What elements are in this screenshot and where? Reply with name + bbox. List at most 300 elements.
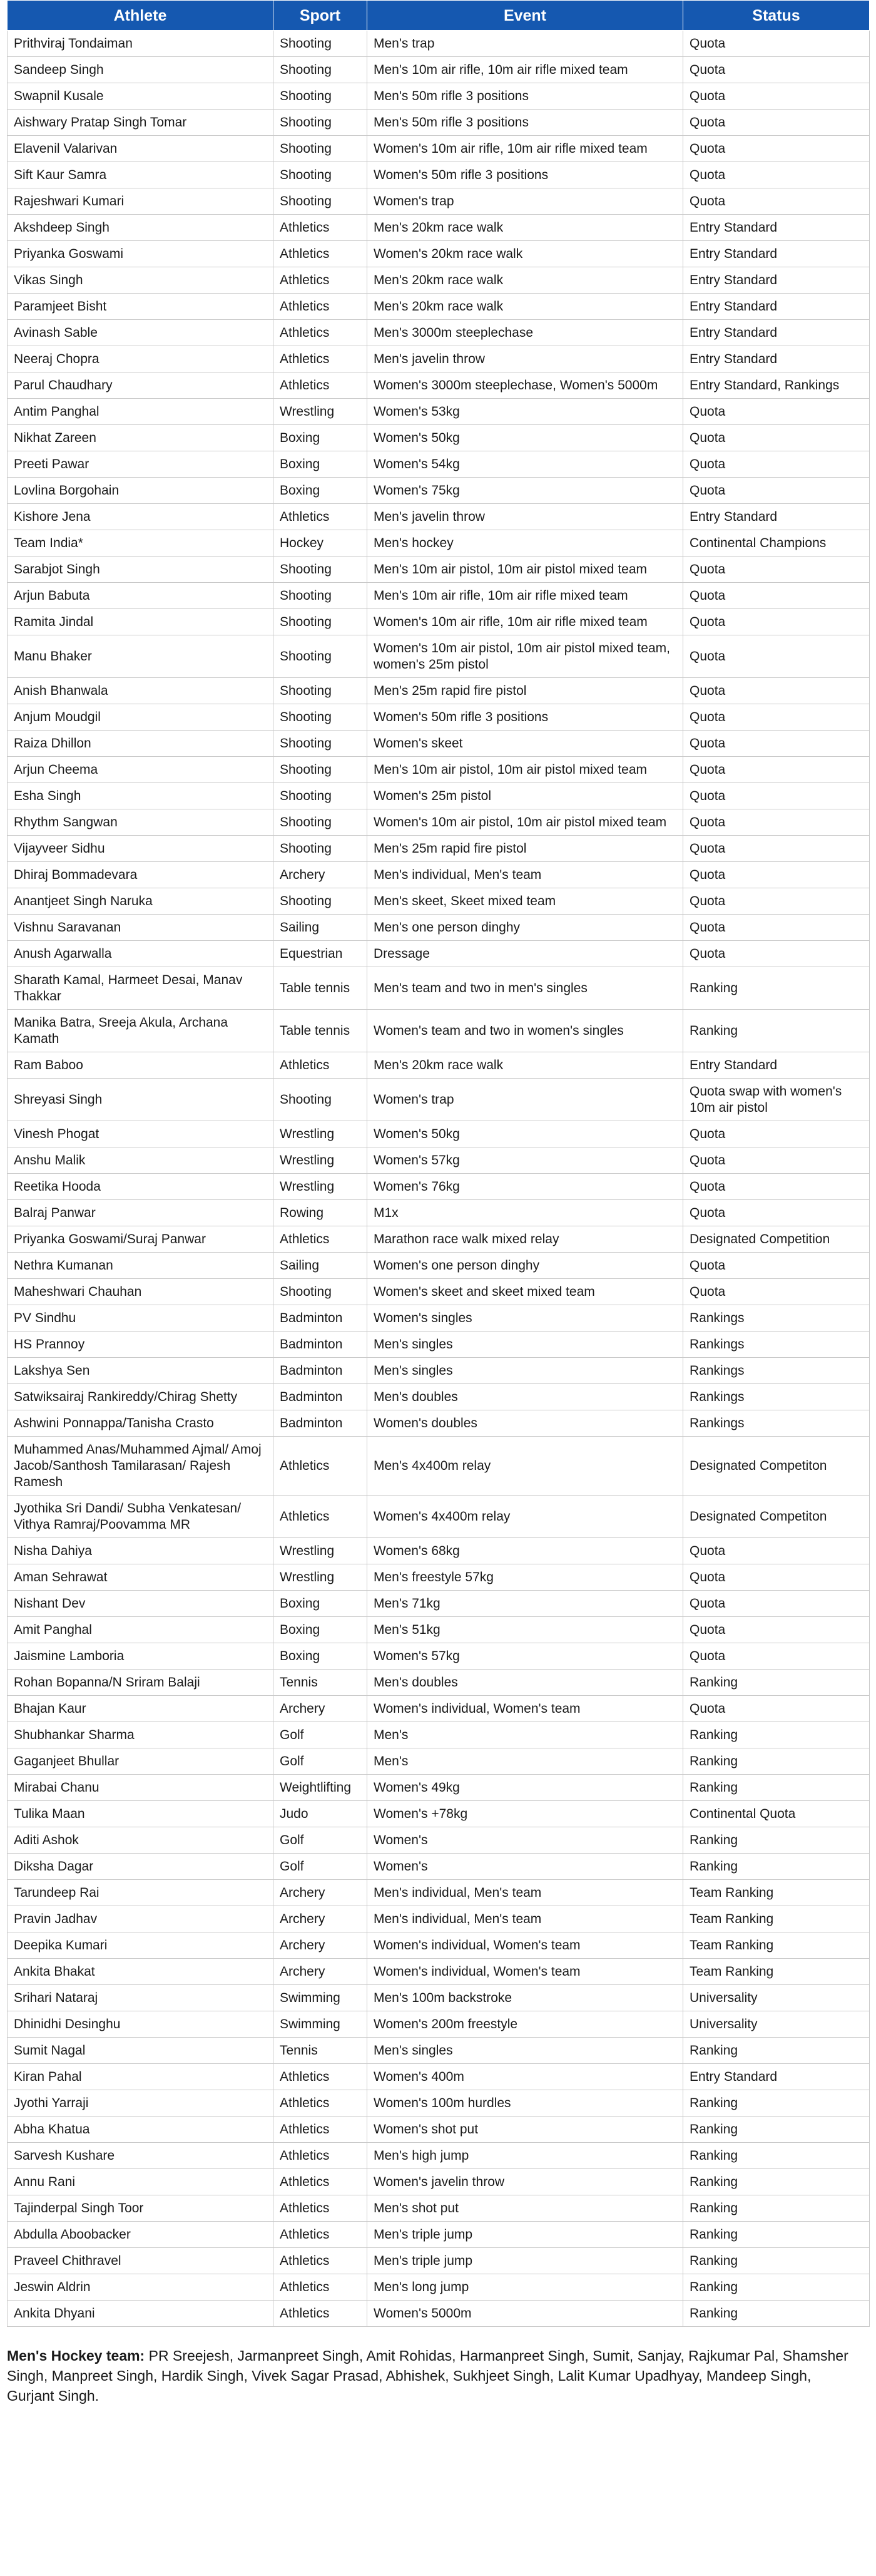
table-row [8, 504, 870, 530]
sport-cell: Shooting [273, 162, 367, 188]
table-row [8, 1985, 870, 2011]
sport-cell: Archery [273, 862, 367, 888]
sport-cell: Shooting [273, 136, 367, 162]
status-cell: Ranking [683, 1010, 870, 1052]
athlete-cell: Bhajan Kaur [8, 1696, 273, 1722]
athlete-cell: Rhythm Sangwan [8, 809, 273, 836]
event-cell: Women's 10m air rifle, 10m air rifle mixed team [367, 609, 683, 635]
event-cell: Women's 20km race walk [367, 241, 683, 267]
sport-cell: Shooting [273, 609, 367, 635]
sport-cell: Wrestling [273, 1564, 367, 1591]
sport-cell: Boxing [273, 1617, 367, 1643]
status-cell: Continental Quota [683, 1801, 870, 1827]
athlete-cell: Jeswin Aldrin [8, 2274, 273, 2301]
status-cell: Designated Competiton [683, 1496, 870, 1538]
event-cell: Women's individual, Women's team [367, 1696, 683, 1722]
table-row [8, 2143, 870, 2169]
status-cell: Ranking [683, 1854, 870, 1880]
athlete-cell: Jaismine Lamboria [8, 1643, 273, 1670]
event-cell: Women's trap [367, 1079, 683, 1121]
status-cell: Quota [683, 136, 870, 162]
athlete-cell: Nishant Dev [8, 1591, 273, 1617]
event-cell: Women's 3000m steeplechase, Women's 5000m [367, 372, 683, 399]
status-cell: Quota [683, 83, 870, 110]
table-row [8, 2301, 870, 2327]
status-cell: Ranking [683, 2143, 870, 2169]
table-row [8, 1617, 870, 1643]
column-header-sport: Sport [273, 1, 367, 31]
table-row [8, 188, 870, 215]
status-cell: Ranking [683, 967, 870, 1010]
athlete-cell: Ramita Jindal [8, 609, 273, 635]
athlete-cell: Aishwary Pratap Singh Tomar [8, 110, 273, 136]
event-cell: Women's 49kg [367, 1775, 683, 1801]
table-row [8, 110, 870, 136]
table-body [8, 31, 870, 2327]
table-row [8, 809, 870, 836]
sport-cell: Athletics [273, 215, 367, 241]
sport-cell: Athletics [273, 2143, 367, 2169]
sport-cell: Athletics [273, 2301, 367, 2327]
status-cell: Quota [683, 809, 870, 836]
table-row [8, 1748, 870, 1775]
athlete-cell: Pravin Jadhav [8, 1906, 273, 1932]
athlete-cell: Maheshwari Chauhan [8, 1279, 273, 1305]
status-cell: Quota [683, 1253, 870, 1279]
event-cell: Men's 10m air pistol, 10m air pistol mixed team [367, 757, 683, 783]
event-cell: Women's 10m air rifle, 10m air rifle mixed team [367, 136, 683, 162]
sport-cell: Boxing [273, 425, 367, 451]
athlete-cell: Jyothika Sri Dandi/ Subha Venkatesan/ Vithya Ramraj/Poovamma MR [8, 1496, 273, 1538]
status-cell: Quota [683, 399, 870, 425]
table-row [8, 1643, 870, 1670]
sport-cell: Wrestling [273, 1147, 367, 1174]
table-row [8, 1880, 870, 1906]
sport-cell: Table tennis [273, 1010, 367, 1052]
status-cell: Ranking [683, 2248, 870, 2274]
table-row [8, 1496, 870, 1538]
event-cell: Men's doubles [367, 1670, 683, 1696]
status-cell: Quota [683, 704, 870, 731]
event-cell: Men's 10m air pistol, 10m air pistol mixed team [367, 557, 683, 583]
status-cell: Entry Standard [683, 294, 870, 320]
athlete-cell: Sarabjot Singh [8, 557, 273, 583]
sport-cell: Athletics [273, 320, 367, 346]
athlete-cell: Arjun Cheema [8, 757, 273, 783]
sport-cell: Athletics [273, 1226, 367, 1253]
table-row [8, 1854, 870, 1880]
status-cell: Quota [683, 1564, 870, 1591]
athlete-cell: Prithviraj Tondaiman [8, 31, 273, 57]
sport-cell: Shooting [273, 583, 367, 609]
event-cell: Women's 76kg [367, 1174, 683, 1200]
sport-cell: Shooting [273, 57, 367, 83]
status-cell: Quota [683, 862, 870, 888]
event-cell: Women's 10m air pistol, 10m air pistol mixed team, women's 25m pistol [367, 635, 683, 678]
sport-cell: Tennis [273, 2038, 367, 2064]
status-cell: Universality [683, 2011, 870, 2038]
athlete-cell: Rajeshwari Kumari [8, 188, 273, 215]
event-cell: Men's 50m rifle 3 positions [367, 83, 683, 110]
event-cell: Women's 100m hurdles [367, 2090, 683, 2117]
event-cell: Women's 50m rifle 3 positions [367, 162, 683, 188]
status-cell: Quota [683, 1279, 870, 1305]
sport-cell: Shooting [273, 704, 367, 731]
status-cell: Entry Standard [683, 320, 870, 346]
sport-cell: Shooting [273, 836, 367, 862]
table-row [8, 1775, 870, 1801]
sport-cell: Shooting [273, 110, 367, 136]
table-row [8, 1801, 870, 1827]
table-row [8, 609, 870, 635]
event-cell: Men's trap [367, 31, 683, 57]
event-cell: Men's [367, 1722, 683, 1748]
athlete-cell: Tajinderpal Singh Toor [8, 2195, 273, 2222]
sport-cell: Wrestling [273, 1174, 367, 1200]
table-row [8, 2117, 870, 2143]
athlete-cell: Sandeep Singh [8, 57, 273, 83]
athlete-cell: HS Prannoy [8, 1332, 273, 1358]
sport-cell: Sailing [273, 1253, 367, 1279]
sport-cell: Boxing [273, 1591, 367, 1617]
athlete-cell: Aman Sehrawat [8, 1564, 273, 1591]
status-cell: Designated Competition [683, 1226, 870, 1253]
status-cell: Quota [683, 188, 870, 215]
athlete-cell: Rohan Bopanna/N Sriram Balaji [8, 1670, 273, 1696]
event-cell: Women's 50kg [367, 425, 683, 451]
athlete-cell: Vinesh Phogat [8, 1121, 273, 1147]
sport-cell: Shooting [273, 731, 367, 757]
table-row [8, 2038, 870, 2064]
athlete-cell: Sarvesh Kushare [8, 2143, 273, 2169]
status-cell: Quota [683, 1174, 870, 1200]
status-cell: Quota [683, 1696, 870, 1722]
table-row [8, 320, 870, 346]
status-cell: Team Ranking [683, 1932, 870, 1959]
sport-cell: Sailing [273, 915, 367, 941]
status-cell: Ranking [683, 1670, 870, 1696]
event-cell: Men's singles [367, 1358, 683, 1384]
event-cell: Women's [367, 1827, 683, 1854]
table-row [8, 372, 870, 399]
sport-cell: Athletics [273, 2117, 367, 2143]
status-cell: Quota [683, 557, 870, 583]
athlete-cell: Priyanka Goswami [8, 241, 273, 267]
status-cell: Universality [683, 1985, 870, 2011]
status-cell: Entry Standard [683, 241, 870, 267]
table-row [8, 967, 870, 1010]
table-row [8, 2222, 870, 2248]
event-cell: Men's 20km race walk [367, 267, 683, 294]
sport-cell: Athletics [273, 346, 367, 372]
sport-cell: Archery [273, 1906, 367, 1932]
event-cell: Men's 4x400m relay [367, 1437, 683, 1496]
athlete-cell: Team India* [8, 530, 273, 557]
table-row [8, 1147, 870, 1174]
table-row [8, 1696, 870, 1722]
table-row [8, 731, 870, 757]
sport-cell: Tennis [273, 1670, 367, 1696]
status-cell: Entry Standard [683, 504, 870, 530]
status-cell: Ranking [683, 2090, 870, 2117]
sport-cell: Equestrian [273, 941, 367, 967]
athlete-cell: Abdulla Aboobacker [8, 2222, 273, 2248]
event-cell: Men's triple jump [367, 2222, 683, 2248]
sport-cell: Athletics [273, 504, 367, 530]
athlete-cell: Muhammed Anas/Muhammed Ajmal/ Amoj Jacob/Santhosh Tamilarasan/ Rajesh Ramesh [8, 1437, 273, 1496]
status-cell: Entry Standard [683, 215, 870, 241]
event-cell: Women's individual, Women's team [367, 1932, 683, 1959]
event-cell: Men's javelin throw [367, 504, 683, 530]
sport-cell: Shooting [273, 83, 367, 110]
event-cell: Women's 57kg [367, 1643, 683, 1670]
status-cell: Quota [683, 836, 870, 862]
status-cell: Entry Standard [683, 1052, 870, 1079]
athlete-cell: Ankita Bhakat [8, 1959, 273, 1985]
sport-cell: Athletics [273, 241, 367, 267]
status-cell: Quota [683, 583, 870, 609]
sport-cell: Badminton [273, 1305, 367, 1332]
table-header [8, 1, 870, 31]
sport-cell: Shooting [273, 1279, 367, 1305]
sport-cell: Rowing [273, 1200, 367, 1226]
athlete-cell: Diksha Dagar [8, 1854, 273, 1880]
status-cell: Quota [683, 110, 870, 136]
table-row [8, 1358, 870, 1384]
athlete-cell: Abha Khatua [8, 2117, 273, 2143]
table-row [8, 862, 870, 888]
sport-cell: Golf [273, 1854, 367, 1880]
status-cell: Quota swap with women's 10m air pistol [683, 1079, 870, 1121]
event-cell: Dressage [367, 941, 683, 967]
status-cell: Ranking [683, 2222, 870, 2248]
sport-cell: Archery [273, 1932, 367, 1959]
athlete-cell: Kishore Jena [8, 504, 273, 530]
event-cell: Women's team and two in women's singles [367, 1010, 683, 1052]
status-cell: Team Ranking [683, 1959, 870, 1985]
athlete-cell: Kiran Pahal [8, 2064, 273, 2090]
sport-cell: Athletics [273, 2090, 367, 2117]
status-cell: Ranking [683, 2169, 870, 2195]
sport-cell: Athletics [273, 2195, 367, 2222]
event-cell: Men's 20km race walk [367, 215, 683, 241]
athlete-cell: Antim Panghal [8, 399, 273, 425]
status-cell: Quota [683, 757, 870, 783]
sport-cell: Golf [273, 1827, 367, 1854]
table-row [8, 346, 870, 372]
table-row [8, 557, 870, 583]
sport-cell: Shooting [273, 635, 367, 678]
sport-cell: Athletics [273, 267, 367, 294]
athlete-cell: Praveel Chithravel [8, 2248, 273, 2274]
status-cell: Quota [683, 1147, 870, 1174]
table-row [8, 941, 870, 967]
event-cell: Women's trap [367, 188, 683, 215]
status-cell: Ranking [683, 1748, 870, 1775]
status-cell: Entry Standard [683, 2064, 870, 2090]
event-cell: Men's individual, Men's team [367, 1906, 683, 1932]
sport-cell: Archery [273, 1880, 367, 1906]
qualified-athletes-table [7, 0, 870, 2327]
table-row [8, 1437, 870, 1496]
athlete-cell: Dhinidhi Desinghu [8, 2011, 273, 2038]
table-row [8, 1253, 870, 1279]
athlete-cell: Preeti Pawar [8, 451, 273, 478]
table-row [8, 2195, 870, 2222]
athlete-cell: Amit Panghal [8, 1617, 273, 1643]
sport-cell: Shooting [273, 783, 367, 809]
sport-cell: Athletics [273, 1437, 367, 1496]
athlete-cell: Annu Rani [8, 2169, 273, 2195]
event-cell: Men's long jump [367, 2274, 683, 2301]
table-row [8, 1932, 870, 1959]
event-cell: Women's skeet [367, 731, 683, 757]
table-row [8, 1959, 870, 1985]
athlete-cell: Shubhankar Sharma [8, 1722, 273, 1748]
status-cell: Team Ranking [683, 1880, 870, 1906]
status-cell: Ranking [683, 2038, 870, 2064]
status-cell: Quota [683, 1617, 870, 1643]
event-cell: Men's 71kg [367, 1591, 683, 1617]
status-cell: Quota [683, 31, 870, 57]
athlete-cell: Shreyasi Singh [8, 1079, 273, 1121]
event-cell: Men's individual, Men's team [367, 862, 683, 888]
table-row [8, 1384, 870, 1410]
athlete-cell: Vishnu Saravanan [8, 915, 273, 941]
table-row [8, 1052, 870, 1079]
table-row [8, 1332, 870, 1358]
athlete-cell: Sumit Nagal [8, 2038, 273, 2064]
header-row [8, 1, 870, 31]
table-row [8, 530, 870, 557]
sport-cell: Shooting [273, 757, 367, 783]
athlete-cell: Anshu Malik [8, 1147, 273, 1174]
table-row [8, 1079, 870, 1121]
sport-cell: Golf [273, 1722, 367, 1748]
sport-cell: Athletics [273, 372, 367, 399]
table-row [8, 583, 870, 609]
sport-cell: Athletics [273, 1496, 367, 1538]
athlete-cell: Sharath Kamal, Harmeet Desai, Manav Thakkar [8, 967, 273, 1010]
table-row [8, 1174, 870, 1200]
sport-cell: Boxing [273, 478, 367, 504]
athlete-cell: Mirabai Chanu [8, 1775, 273, 1801]
sport-cell: Table tennis [273, 967, 367, 1010]
sport-cell: Wrestling [273, 1121, 367, 1147]
athlete-cell: Manika Batra, Sreeja Akula, Archana Kamath [8, 1010, 273, 1052]
table-row [8, 888, 870, 915]
sport-cell: Athletics [273, 2222, 367, 2248]
athlete-cell: Anish Bhanwala [8, 678, 273, 704]
event-cell: Men's skeet, Skeet mixed team [367, 888, 683, 915]
table-row [8, 215, 870, 241]
event-cell: Women's singles [367, 1305, 683, 1332]
athlete-cell: Anush Agarwalla [8, 941, 273, 967]
sport-cell: Swimming [273, 1985, 367, 2011]
event-cell: Women's 57kg [367, 1147, 683, 1174]
event-cell: Men's triple jump [367, 2248, 683, 2274]
status-cell: Ranking [683, 2274, 870, 2301]
sport-cell: Athletics [273, 2064, 367, 2090]
event-cell: Women's 200m freestyle [367, 2011, 683, 2038]
event-cell: Men's one person dinghy [367, 915, 683, 941]
status-cell: Entry Standard, Rankings [683, 372, 870, 399]
sport-cell: Badminton [273, 1410, 367, 1437]
sport-cell: Badminton [273, 1332, 367, 1358]
athlete-cell: Neeraj Chopra [8, 346, 273, 372]
status-cell: Quota [683, 1538, 870, 1564]
sport-cell: Boxing [273, 1643, 367, 1670]
footnote-label: Men's Hockey team: [7, 2348, 145, 2364]
event-cell: Men's freestyle 57kg [367, 1564, 683, 1591]
event-cell: Men's high jump [367, 2143, 683, 2169]
athlete-cell: PV Sindhu [8, 1305, 273, 1332]
event-cell: Women's 50kg [367, 1121, 683, 1147]
status-cell: Quota [683, 915, 870, 941]
athlete-cell: Reetika Hooda [8, 1174, 273, 1200]
status-cell: Quota [683, 1200, 870, 1226]
status-cell: Quota [683, 451, 870, 478]
table-row [8, 678, 870, 704]
status-cell: Designated Competiton [683, 1437, 870, 1496]
sport-cell: Boxing [273, 451, 367, 478]
event-cell: Men's 3000m steeplechase [367, 320, 683, 346]
athlete-cell: Nisha Dahiya [8, 1538, 273, 1564]
sport-cell: Shooting [273, 557, 367, 583]
table-row [8, 915, 870, 941]
sport-cell: Athletics [273, 294, 367, 320]
table-row [8, 2090, 870, 2117]
table-row [8, 1410, 870, 1437]
status-cell: Ranking [683, 2117, 870, 2143]
athlete-cell: Nikhat Zareen [8, 425, 273, 451]
status-cell: Quota [683, 783, 870, 809]
athlete-cell: Lovlina Borgohain [8, 478, 273, 504]
status-cell: Entry Standard [683, 267, 870, 294]
sport-cell: Athletics [273, 2274, 367, 2301]
athlete-cell: Aditi Ashok [8, 1827, 273, 1854]
hockey-team-footnote [7, 2346, 869, 2406]
table-row [8, 31, 870, 57]
athlete-cell: Avinash Sable [8, 320, 273, 346]
event-cell: Men's hockey [367, 530, 683, 557]
sport-cell: Shooting [273, 678, 367, 704]
table-row [8, 757, 870, 783]
table-row [8, 399, 870, 425]
sport-cell: Wrestling [273, 1538, 367, 1564]
event-cell: Women's skeet and skeet mixed team [367, 1279, 683, 1305]
event-cell: Marathon race walk mixed relay [367, 1226, 683, 1253]
athlete-cell: Sift Kaur Samra [8, 162, 273, 188]
status-cell: Quota [683, 425, 870, 451]
status-cell: Quota [683, 57, 870, 83]
event-cell: Men's 100m backstroke [367, 1985, 683, 2011]
table-row [8, 635, 870, 678]
sport-cell: Badminton [273, 1358, 367, 1384]
event-cell: Women's 54kg [367, 451, 683, 478]
athlete-cell: Deepika Kumari [8, 1932, 273, 1959]
event-cell: M1x [367, 1200, 683, 1226]
event-cell: Women's 53kg [367, 399, 683, 425]
event-cell: Men's 25m rapid fire pistol [367, 678, 683, 704]
table-row [8, 294, 870, 320]
athlete-cell: Tulika Maan [8, 1801, 273, 1827]
status-cell: Quota [683, 678, 870, 704]
table-row [8, 267, 870, 294]
athlete-cell: Tarundeep Rai [8, 1880, 273, 1906]
table-row [8, 1564, 870, 1591]
status-cell: Team Ranking [683, 1906, 870, 1932]
